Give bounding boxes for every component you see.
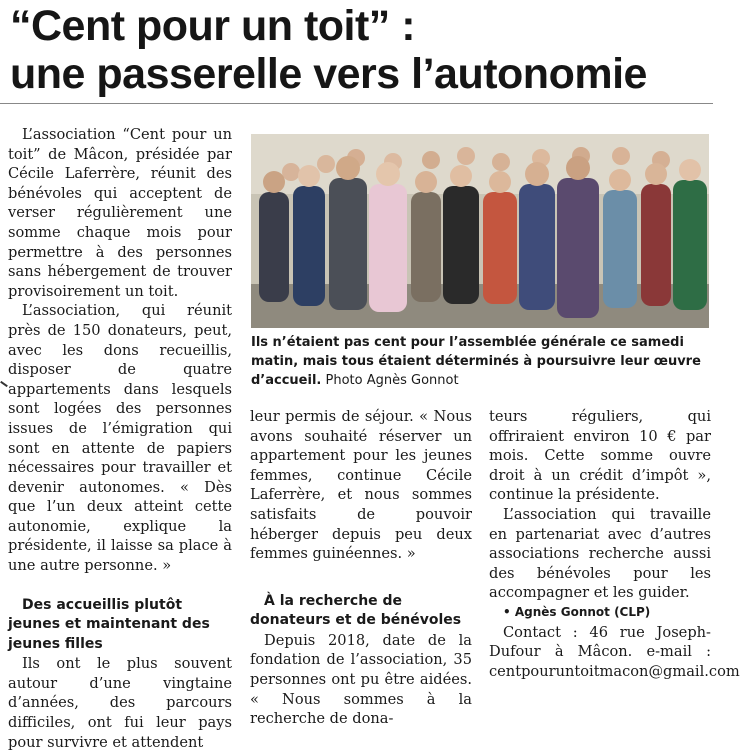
header-rule: [0, 103, 713, 104]
paragraph: Depuis 2018, date de la fondation de l’association, 35 personnes ont pu être aidées. « Nous sommes à la recherche de dona-: [250, 631, 472, 728]
paragraph: L’association “Cent pour un toit” de Mâcon, présidée par Cécile Laferrère, réunit des bénévoles qui acceptent de verser régulièrement une somme chaque mois pour permettre à des personnes sans hébergement de trouver provisoirement un toit.: [8, 126, 232, 300]
headline-line-1: “Cent pour un toit” :: [10, 2, 416, 50]
subhead-recherche: À la recherche de donateurs et de bénévoles: [250, 592, 462, 629]
subhead-accueillis: Des accueillis plutôt jeunes et maintenant des jeunes filles: [8, 596, 210, 652]
caption-text: Ils n’étaient pas cent pour l’assemblée générale ce samedi matin, mais tous étaient déterminés à poursuivre leur œuvre d’accueil.: [251, 335, 701, 388]
photo-credit: Photo Agnès Gonnot: [325, 373, 459, 388]
author-signature: • Agnès Gonnot (CLP): [503, 604, 651, 619]
column-2: [250, 407, 472, 729]
cut-mark: [0, 381, 8, 387]
photo-caption: [251, 333, 709, 390]
headline-line-2: une passerelle vers l’autonomie: [10, 50, 647, 98]
headline: [10, 2, 710, 98]
contact-info: Contact : 46 rue Joseph-Dufour à Mâcon. e-mail : centpouruntoitmacon@gmail.com: [489, 623, 740, 680]
column-1: [8, 125, 232, 752]
column-3: [489, 407, 740, 681]
paragraph: teurs réguliers, qui offriraient environ 10 € par mois. Cette somme ouvre droit à un crédit d’impôt », continue la présidente.: [489, 408, 711, 504]
paragraph: leur permis de séjour. « Nous avons souhaité réserver un appartement pour les jeunes femmes, continue Cécile Laferrère, et nous sommes satisfaits de pouvoir héberger depuis peu deux femmes guinéennes. »: [250, 408, 472, 563]
group-photo: [251, 134, 709, 328]
paragraph: L’association qui travaille en partenariat avec d’autres associations recherche aussi des bénévoles pour les accompagner et les guider.: [489, 505, 711, 602]
paragraph: Ils ont le plus souvent autour d’une vingtaine d’années, des parcours difficiles, ont fui leur pays pour survivre et attendent: [8, 655, 232, 751]
paragraph: L’association, qui réunit près de 150 donateurs, peut, avec les dons recueillis, disposer de quatre appartements dans lesquels sont logées des personnes issues de l’émigration qui sont en attente de papiers nécessaires pour travailler et devenir autonomes. « Dès que l’un deux atteint cette autonomie, explique la présidente, il laisse sa place à une autre personne. »: [8, 302, 232, 575]
